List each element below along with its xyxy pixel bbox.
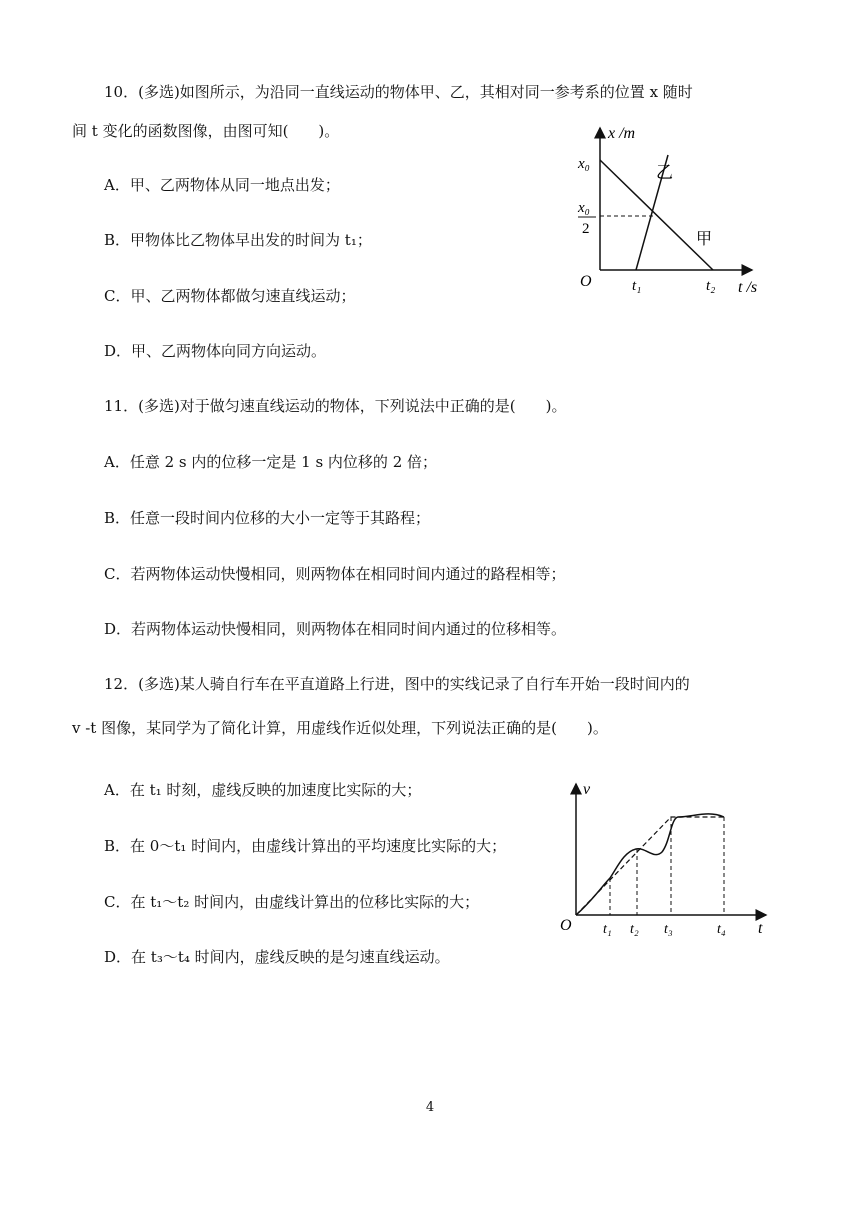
q11-option-c: C．若两物体运动快慢相同，则两物体在相同时间内通过的路程相等；	[104, 565, 566, 583]
q10-y-tick-half-den: 2	[582, 221, 590, 237]
q10-x-tick-t1: t₁	[632, 278, 642, 294]
q10-option-b: B．甲物体比乙物体早出发的时间为 t₁；	[104, 231, 372, 249]
q11-stem: 11．(多选)对于做匀速直线运动的物体，下列说法中正确的是( )。	[104, 397, 567, 415]
q12-y-axis-label: v	[583, 781, 591, 798]
q12-vt-figure	[558, 780, 780, 940]
q10-y-axis-label: x /m	[608, 125, 636, 142]
q10-stem-line2: 间 t 变化的函数图像，由图可知( )。	[72, 122, 340, 140]
q12-option-d: D．在 t₃～t₄ 时间内，虚线反映的是匀速直线运动。	[104, 948, 450, 966]
q12-actual-curve	[576, 814, 724, 915]
q10-stem-line1: 10．(多选)如图所示，为沿同一直线运动的物体甲、乙，其相对同一参考系的位置 x 随时	[104, 83, 693, 101]
q10-y-tick-x0: x₀	[578, 156, 590, 172]
q12-x-tick-t1: t₁	[603, 922, 612, 937]
q11-option-b: B．任意一段时间内位移的大小一定等于其路程；	[104, 509, 431, 527]
q10-option-a: A．甲、乙两物体从同一地点出发；	[104, 176, 340, 194]
q10-label-jia: 甲	[696, 231, 713, 248]
page-number: 4	[425, 1100, 435, 1115]
q12-stem-line2: v -t 图像，某同学为了简化计算，用虚线作近似处理，下列说法正确的是( )。	[72, 719, 608, 737]
q10-x-tick-t2: t₂	[706, 278, 716, 294]
q10-origin-label: O	[580, 273, 592, 290]
q12-x-tick-t3: t₃	[664, 922, 673, 937]
q12-option-c: C．在 t₁～t₂ 时间内，由虚线计算出的位移比实际的大；	[104, 893, 480, 911]
q12-stem-line1: 12．(多选)某人骑自行车在平直道路上行进，图中的实线记录了自行车开始一段时间内的	[104, 675, 690, 693]
q12-origin-label: O	[560, 917, 572, 934]
q12-x-tick-t2: t₂	[630, 922, 639, 937]
q10-x-axis-label: t /s	[738, 279, 758, 296]
q11-option-a: A．任意 2 s 内的位移一定是 1 s 内位移的 2 倍；	[104, 453, 438, 471]
q10-y-tick-half-num: x₀	[578, 200, 590, 216]
q12-x-axis-label: t	[758, 920, 763, 937]
q10-option-c: C．甲、乙两物体都做匀速直线运动；	[104, 287, 356, 305]
q10-xt-figure	[570, 120, 770, 300]
q12-x-tick-t4: t₄	[717, 922, 726, 937]
q12-option-a: A．在 t₁ 时刻，虚线反映的加速度比实际的大；	[104, 781, 422, 799]
q12-approx-dashed	[576, 817, 724, 915]
q10-option-d: D．甲、乙两物体向同方向运动。	[104, 342, 327, 360]
q11-option-d: D．若两物体运动快慢相同，则两物体在相同时间内通过的位移相等。	[104, 620, 567, 638]
q10-label-yi: 乙	[656, 163, 673, 182]
q12-option-b: B．在 0～t₁ 时间内，由虚线计算出的平均速度比实际的大；	[104, 837, 507, 855]
